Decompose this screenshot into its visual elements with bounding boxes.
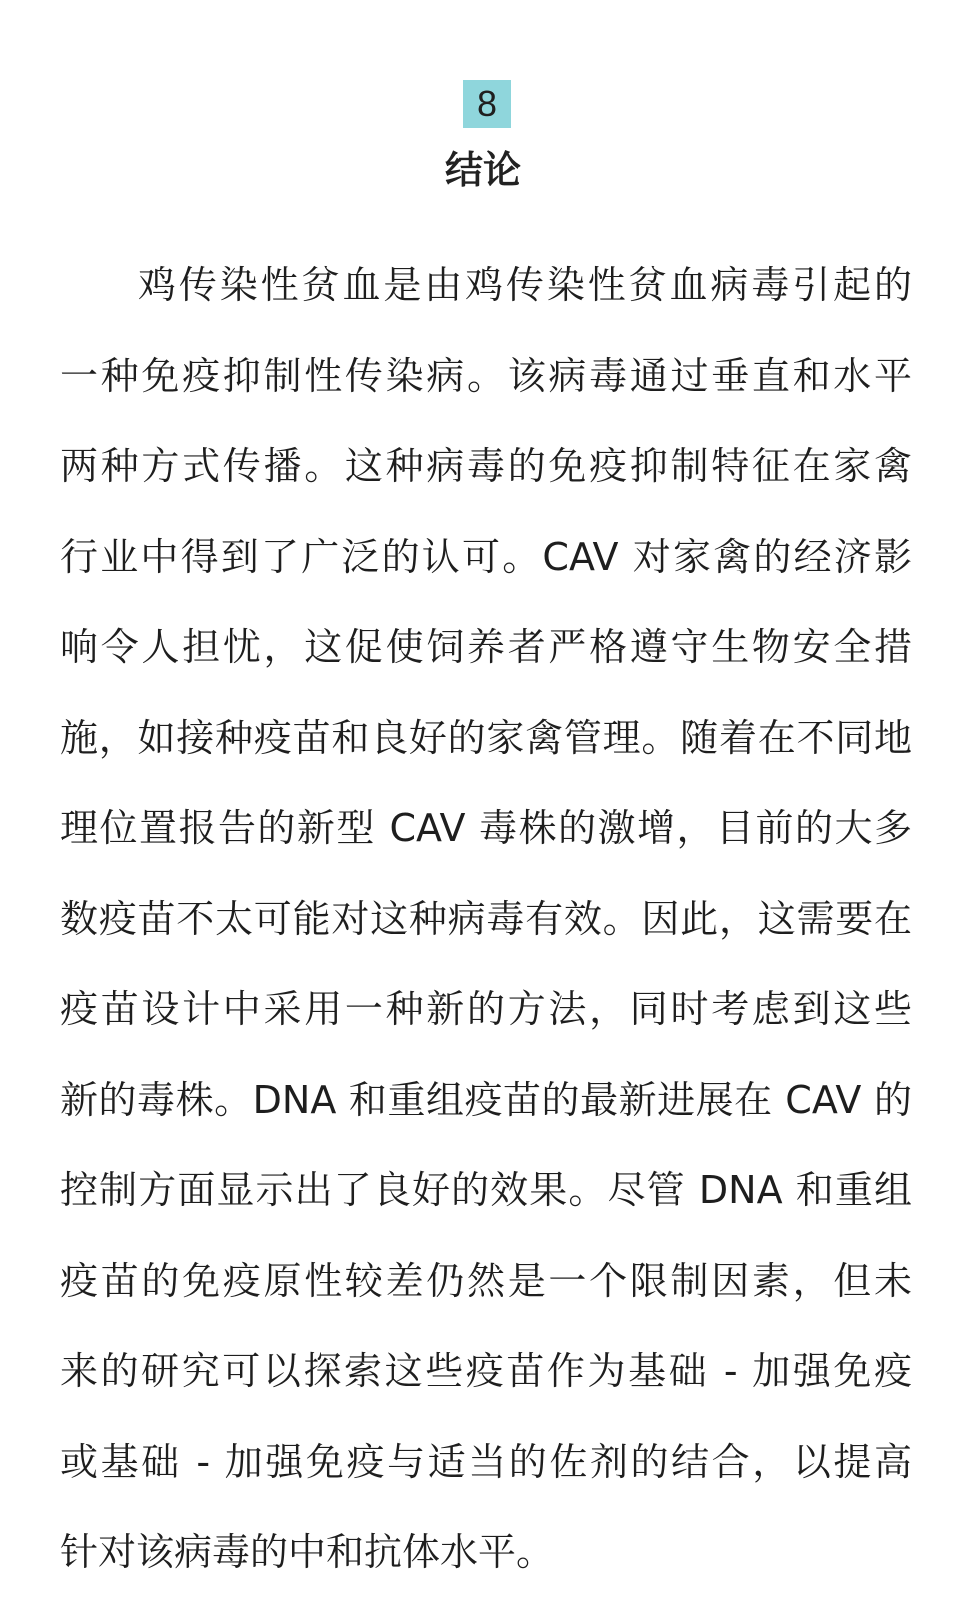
paragraph-line: 针对该病毒的中和抗体水平。 xyxy=(60,1530,555,1574)
paragraph-line: 来的研究可以探索这些疫苗作为基础 - 加强免疫 xyxy=(60,1349,912,1393)
paragraph-line: 新的毒株。DNA 和重组疫苗的最新进展在 CAV 的 xyxy=(60,1077,912,1122)
section-title: 结论 xyxy=(444,148,521,192)
paragraph-line: 数疫苗不太可能对这种病毒有效。因此，这需要在 xyxy=(60,896,912,941)
paragraph-line: 施，如接种疫苗和良好的家禽管理。随着在不同地 xyxy=(60,715,912,760)
paragraph-line: 疫苗设计中采用一种新的方法，同时考虑到这些 xyxy=(60,987,912,1031)
paragraph-line: 两种方式传播。这种病毒的免疫抑制特征在家禽 xyxy=(60,444,912,488)
paragraph-line: 理位置报告的新型 CAV 毒株的激增，目前的大多 xyxy=(60,806,912,850)
paragraph-line: 鸡传染性贫血是由鸡传染性贫血病毒引起的 xyxy=(138,263,912,307)
paragraph-line: 疫苗的免疫原性较差仍然是一个限制因素，但未 xyxy=(60,1258,912,1303)
paragraph-line: 行业中得到了广泛的认可。CAV 对家禽的经济影 xyxy=(60,534,912,579)
section-number-badge: 8 xyxy=(463,80,511,128)
conclusion-paragraph xyxy=(60,240,912,1598)
paragraph-line: 或基础 - 加强免疫与适当的佐剂的结合，以提高 xyxy=(60,1439,912,1484)
paragraph-line: 一种免疫抑制性传染病。该病毒通过垂直和水平 xyxy=(60,353,912,398)
paragraph-line: 控制方面显示出了良好的效果。尽管 DNA 和重组 xyxy=(60,1168,912,1212)
paragraph-line: 响令人担忧，这促使饲养者严格遵守生物安全措 xyxy=(60,625,912,669)
